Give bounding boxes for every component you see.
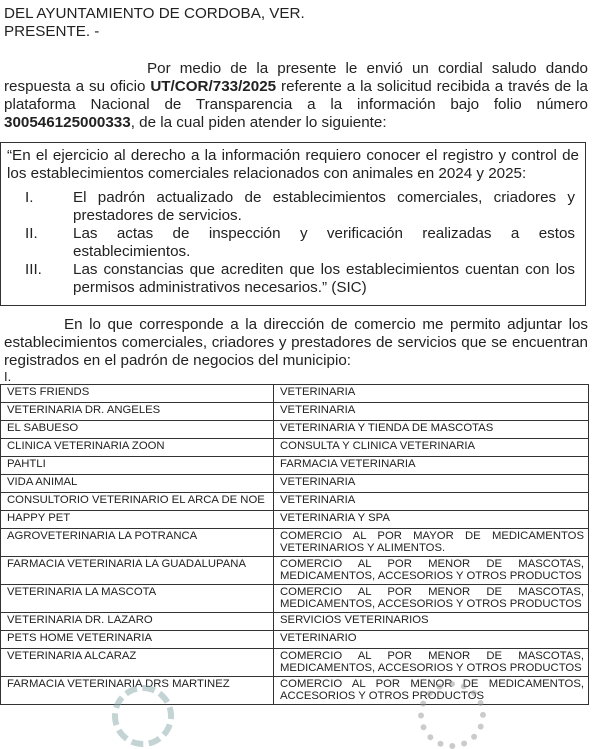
establishment-name: PAHTLI [1, 457, 274, 475]
table-row [1, 403, 589, 421]
establishment-type: CONSULTA Y CLINICA VETERINARIA [274, 439, 589, 457]
table-row [1, 475, 589, 493]
establishment-name: VETERINARIA DR. LAZARO [1, 613, 274, 631]
table-row [1, 585, 589, 613]
request-list-item [7, 189, 579, 225]
table-row [1, 649, 589, 677]
establishment-type: COMERCIO AL POR MENOR DE MASCOTAS, MEDICAMENTOS, ACCESORIOS Y OTROS PRODUCTOS [274, 649, 589, 677]
establishment-type: VETERINARIA Y TIENDA DE MASCOTAS [274, 421, 589, 439]
table-row [1, 439, 589, 457]
establishment-name: AGROVETERINARIA LA POTRANCA [1, 529, 274, 557]
table-row [1, 529, 589, 557]
request-list-item [7, 225, 579, 261]
establishment-type: COMERCIO AL POR MAYOR DE MEDICAMENTOS VETERINARIOS Y ALIMENTOS. [274, 529, 589, 557]
establishment-name: VETERINARIA ALCARAZ [1, 649, 274, 677]
table-row [1, 613, 589, 631]
oficio-number: UT/COR/733/2025 [150, 78, 277, 95]
establishment-name: HAPPY PET [1, 511, 274, 529]
intro-paragraph: Por medio de la presente le envió un cordial saludo dando respuesta a su oficio UT/COR/733/2025 referente a la solicitud recibida a través de la plataforma Nacional de Transparencia a la información bajo folio número 300546125000333, de la cual piden atender lo siguiente: [4, 60, 588, 131]
seals-area [0, 705, 609, 745]
establishment-type: SERVICIOS VETERINARIOS [274, 613, 589, 631]
establishment-type: VETERINARIO [274, 631, 589, 649]
establishment-name: VIDA ANIMAL [1, 475, 274, 493]
request-quote-box [0, 142, 586, 306]
response-paragraph: En lo que corresponde a la dirección de comercio me permito adjuntar los establecimientos comerciales, criadores y prestadores de servicios que se encuentran registrados en el padrón de negocios del municipio: [4, 316, 588, 369]
establishment-type: FARMACIA VETERINARIA [274, 457, 589, 475]
table-row [1, 557, 589, 585]
establishment-type: VETERINARIA [274, 385, 589, 403]
seal-stamp [418, 681, 486, 749]
table-row [1, 511, 589, 529]
table-row [1, 457, 589, 475]
item-number: I. [25, 189, 34, 206]
quote-text: “En el ejercicio al derecho a la información requiero conocer el registro y control de los establecimientos comerciales relacionados con animales en 2024 y 2025: [7, 147, 579, 182]
establishments-table [0, 384, 589, 705]
item-text: Las actas de inspección y verificación realizadas a estos establecimientos. [73, 225, 575, 260]
establishment-name: CLINICA VETERINARIA ZOON [1, 439, 274, 457]
item-text: El padrón actualizado de establecimientos comerciales, criadores y prestadores de servicios. [73, 189, 575, 224]
item-number: III. [25, 261, 42, 278]
establishment-type: VETERINARIA [274, 475, 589, 493]
seal-stamp [112, 685, 174, 747]
establishment-type: COMERCIO AL POR MENOR DE MASCOTAS, MEDICAMENTOS, ACCESORIOS Y OTROS PRODUCTOS [274, 557, 589, 585]
request-list-item [7, 261, 579, 297]
establishment-name: FARMACIA VETERINARIA LA GUADALUPANA [1, 557, 274, 585]
request-list [7, 189, 579, 297]
addressee [4, 5, 588, 41]
addressee-line: PRESENTE. - [4, 23, 100, 40]
establishment-name: VETERINARIA LA MASCOTA [1, 585, 274, 613]
table-row [1, 493, 589, 511]
item-text: Las constancias que acrediten que los establecimientos cuentan con los permisos administrativos necesarios.” (SIC) [73, 261, 575, 296]
establishment-type: VETERINARIA [274, 493, 589, 511]
establishment-name: EL SABUESO [1, 421, 274, 439]
establishment-name: FARMACIA VETERINARIA DRS MARTINEZ [1, 677, 274, 705]
item-number: II. [25, 225, 38, 242]
folio-number: 300546125000333 [4, 114, 131, 131]
establishment-name: PETS HOME VETERINARIA [1, 631, 274, 649]
establishment-name: VETS FRIENDS [1, 385, 274, 403]
establishment-type: VETERINARIA [274, 403, 589, 421]
establishment-name: VETERINARIA DR. ANGELES [1, 403, 274, 421]
establishment-type: VETERINARIA Y SPA [274, 511, 589, 529]
table-row [1, 631, 589, 649]
establishment-name: CONSULTORIO VETERINARIO EL ARCA DE NOE [1, 493, 274, 511]
table-row [1, 385, 589, 403]
table-row [1, 677, 589, 705]
list-number: I. [4, 369, 12, 384]
establishment-type: COMERCIO AL POR MENOR DE MEDICAMENTOS, ACCESORIOS Y OTROS PRODUCTOS [274, 677, 589, 705]
addressee-line: DEL AYUNTAMIENTO DE CORDOBA, VER. [4, 5, 305, 22]
table-row [1, 421, 589, 439]
establishment-type: COMERCIO AL POR MENOR DE MASCOTAS, MEDICAMENTOS, ACCESORIOS Y OTROS PRODUCTOS [274, 585, 589, 613]
